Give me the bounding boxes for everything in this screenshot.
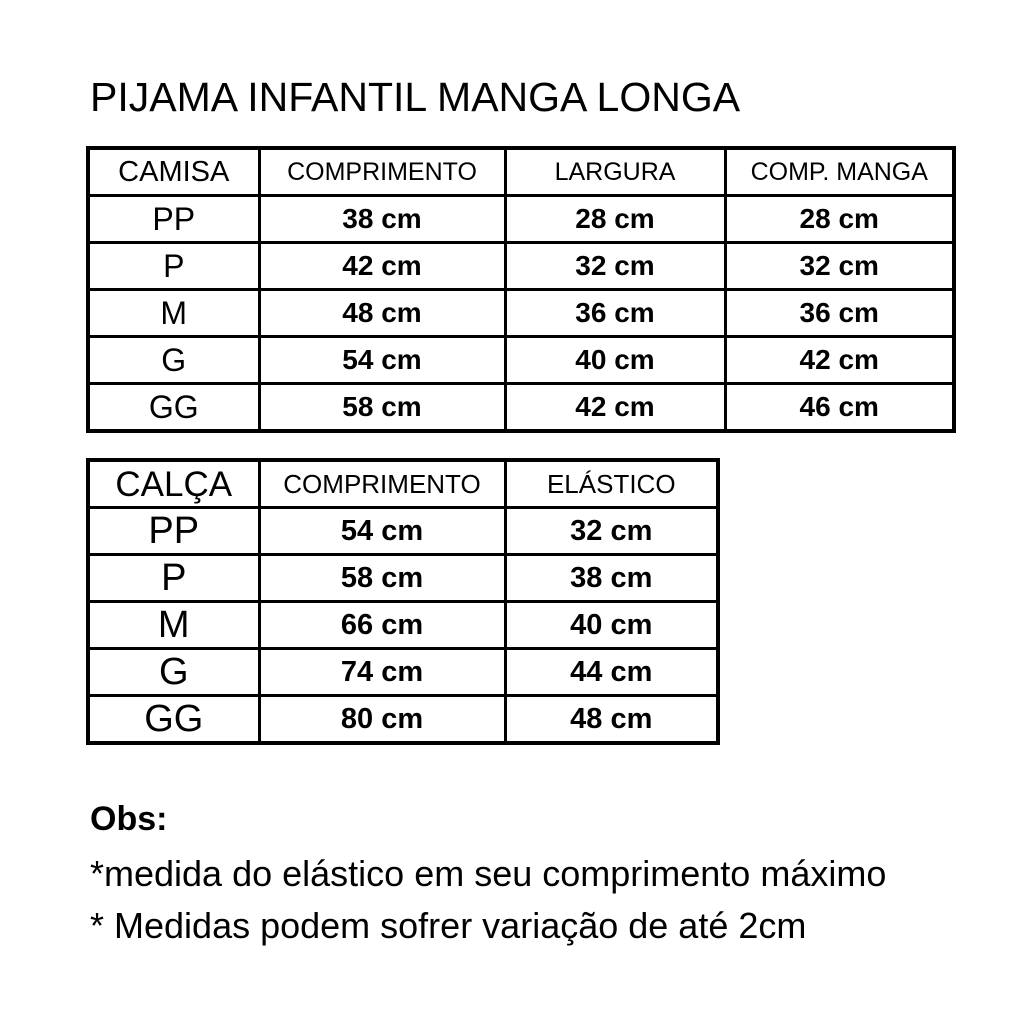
value-cell: 32 cm [505,243,725,290]
value-cell: 28 cm [505,196,725,243]
note-line-variation: * Medidas podem sofrer variação de até 2cm [90,905,807,946]
table-row [88,696,718,744]
value-cell: 40 cm [505,602,718,649]
table-row [88,602,718,649]
table-row [88,649,718,696]
table-row [88,337,954,384]
table-row [88,384,954,432]
value-cell: 66 cm [259,602,505,649]
notes-heading: Obs: [90,800,168,838]
value-cell: 42 cm [505,384,725,432]
value-cell: 28 cm [725,196,954,243]
table-row [88,290,954,337]
notes-section [90,800,886,957]
value-cell: 48 cm [505,696,718,744]
note-line-elastic: *medida do elástico em seu comprimento máximo [90,853,887,894]
value-cell: 74 cm [259,649,505,696]
table-row [88,555,718,602]
size-cell: P [88,555,259,602]
value-cell: 32 cm [725,243,954,290]
size-cell: G [88,337,259,384]
size-cell: GG [88,696,259,744]
value-cell: 38 cm [505,555,718,602]
value-cell: 42 cm [725,337,954,384]
header-cell-camisa: CAMISA [88,148,259,196]
value-cell: 32 cm [505,508,718,555]
value-cell: 80 cm [259,696,505,744]
shirt-size-table [86,146,956,433]
value-cell: 54 cm [259,508,505,555]
header-cell-calca: CALÇA [88,460,259,508]
value-cell: 38 cm [259,196,505,243]
header-cell-elastico: ELÁSTICO [505,460,718,508]
value-cell: 36 cm [725,290,954,337]
value-cell: 58 cm [259,384,505,432]
value-cell: 48 cm [259,290,505,337]
value-cell: 54 cm [259,337,505,384]
size-cell: M [88,290,259,337]
header-cell-comprimento: COMPRIMENTO [259,460,505,508]
table-header-row [88,460,718,508]
size-cell: G [88,649,259,696]
value-cell: 40 cm [505,337,725,384]
value-cell: 42 cm [259,243,505,290]
header-cell-comprimento: COMPRIMENTO [259,148,505,196]
value-cell: 36 cm [505,290,725,337]
size-cell: PP [88,196,259,243]
size-cell: M [88,602,259,649]
pants-size-table [86,458,720,745]
table-row [88,243,954,290]
table-row [88,508,718,555]
size-cell: P [88,243,259,290]
page-title: PIJAMA INFANTIL MANGA LONGA [90,74,741,120]
value-cell: 44 cm [505,649,718,696]
size-cell: PP [88,508,259,555]
value-cell: 46 cm [725,384,954,432]
size-cell: GG [88,384,259,432]
header-cell-largura: LARGURA [505,148,725,196]
table-header-row [88,148,954,196]
value-cell: 58 cm [259,555,505,602]
table-row [88,196,954,243]
header-cell-comp-manga: COMP. MANGA [725,148,954,196]
